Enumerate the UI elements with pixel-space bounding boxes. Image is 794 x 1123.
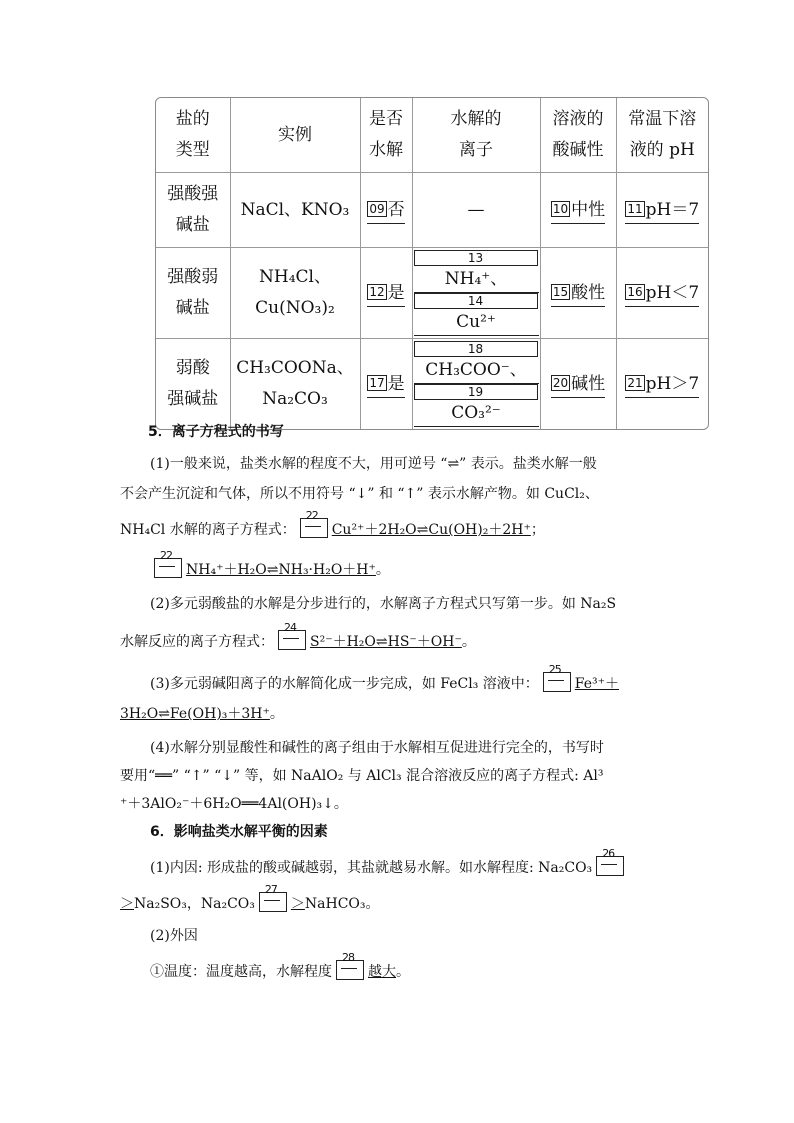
answer-equation: 3H₂O⇌Fe(OH)₃＋3H⁺: [120, 706, 270, 722]
header-ph: 常温下溶 液的 pH: [616, 98, 708, 173]
cell-ions: 18 CH₃COO⁻、 19 CO₃²⁻: [412, 339, 540, 430]
cell-ph: 16 pH＜7: [616, 248, 708, 339]
paragraph-line: 水解反应的离子方程式： 24 S²⁻＋H₂O⇌HS⁻＋OH⁻。: [120, 621, 476, 650]
cell-acidity: 15 酸性: [540, 248, 616, 339]
cell-type: 强酸弱 碱盐: [156, 248, 230, 339]
header-ions: 水解的 离子: [412, 98, 540, 173]
paragraph-line: (1)一般来说，盐类水解的程度不大，用可逆号 “⇌” 表示。盐类水解一般: [150, 456, 597, 472]
answer-number: 18: [414, 341, 538, 357]
answer-equation: S²⁻＋H₂O⇌HS⁻＋OH⁻: [310, 634, 462, 650]
answer-equation: Fe³⁺＋: [574, 676, 620, 692]
paragraph-line: ＞Na₂SO₃，Na₂CO₃ 27 ＞NaHCO₃。: [120, 883, 380, 912]
cell-hydrolyze: 17 是: [360, 339, 412, 430]
answer-equation: NH₄⁺＋H₂O⇌NH₃·H₂O＋H⁺: [186, 562, 376, 578]
answer-equation: Cu²⁺＋2H₂O⇌Cu(OH)₂＋2H⁺: [331, 522, 531, 538]
answer-box-icon: 24: [278, 628, 306, 652]
paragraph-line: 22 NH₄⁺＋H₂O⇌NH₃·H₂O＋H⁺。: [150, 556, 390, 580]
answer-number: 16: [627, 284, 643, 299]
reversible-arrow-icon: ⇌: [447, 456, 460, 472]
cell-example: CH₃COONa、 Na₂CO₃: [230, 339, 360, 430]
paragraph-line: ①温度：温度越高，水解程度 28 越大。: [150, 951, 410, 980]
cell-type: 弱酸 强碱盐: [156, 339, 230, 430]
answer-number: 14: [414, 293, 538, 309]
paragraph-line: (4)水解分别显酸性和碱性的离子组由于水解相互促进进行完全的，书写时: [150, 740, 604, 756]
cell-hydrolyze: 09 否: [360, 173, 412, 248]
answer-number: 21: [627, 375, 643, 390]
paragraph-line: NH₄Cl 水解的离子方程式： 22 Cu²⁺＋2H₂O⇌Cu(OH)₂＋2H⁺；: [120, 509, 545, 538]
table-row: [156, 248, 708, 339]
cell-acidity: 10 中性: [540, 173, 616, 248]
paragraph-line: ⁺＋3AlO₂⁻＋6H₂O══4Al(OH)₃↓。: [120, 796, 348, 812]
cell-ions: 13 NH₄⁺、 14 Cu²⁺: [412, 248, 540, 339]
answer-number: 15: [552, 284, 569, 299]
paragraph-line: (1)内因: 形成盐的酸或碱越弱，其盐就越易水解。如水解程度: Na₂CO₃ 26: [150, 854, 628, 878]
header-acidity: 溶液的 酸碱性: [540, 98, 616, 173]
table-row: [156, 339, 708, 430]
answer-number: 11: [627, 201, 643, 216]
table-row: [156, 173, 708, 248]
answer-number: 17: [369, 375, 385, 390]
table-header-row: [156, 98, 708, 173]
paragraph-line: (2)外因: [150, 928, 198, 944]
answer-number: 20: [552, 375, 569, 390]
cell-type: 强酸强 碱盐: [156, 173, 230, 248]
answer-text: 越大: [368, 964, 396, 980]
header-salt-type: 盐的 类型: [156, 98, 230, 173]
answer-box-icon: 26: [596, 854, 624, 878]
section-6-title: 6．影响盐类水解平衡的因素: [150, 824, 328, 840]
answer-number: 13: [414, 250, 538, 266]
answer-number: 12: [369, 284, 385, 299]
paragraph-line: (3)多元弱碱阳离子的水解简化成一步完成，如 FeCl₃ 溶液中： 25 Fe³⁺＋: [150, 663, 620, 692]
cell-acidity: 20 碱性: [540, 339, 616, 430]
answer-box-icon: 27: [259, 890, 287, 914]
cell-example: NH₄Cl、 Cu(NO₃)₂: [230, 248, 360, 339]
answer-box-icon: 28: [336, 958, 364, 982]
answer-box-icon: 22: [154, 556, 182, 580]
header-hydrolyze: 是否 水解: [360, 98, 412, 173]
answer-number: 19: [414, 384, 538, 400]
answer-number: 10: [552, 201, 569, 216]
cell-example: NaCl、KNO₃: [230, 173, 360, 248]
cell-ph: 21 pH＞7: [616, 339, 708, 430]
answer-box-icon: 22: [300, 516, 328, 540]
cell-hydrolyze: 12 是: [360, 248, 412, 339]
paragraph-line: 不会产生沉淀和气体，所以不用符号 “↓” 和 “↑” 表示水解产物。如 CuCl₂、: [120, 486, 599, 502]
cell-ph: 11 pH＝7: [616, 173, 708, 248]
header-example: 实例: [230, 98, 360, 173]
answer-box-icon: 25: [543, 670, 571, 694]
section-5-title: 5．离子方程式的书写: [148, 424, 284, 440]
paragraph-line: (2)多元弱酸盐的水解是分步进行的，水解离子方程式只写第一步。如 Na₂S: [150, 596, 617, 612]
salt-hydrolysis-table: [155, 97, 709, 430]
answer-number: 09: [369, 201, 385, 216]
paragraph-line: 要用“══” “↑” “↓” 等，如 NaAlO₂ 与 AlCl₃ 混合溶液反应的离子方程式: Al³: [120, 768, 604, 784]
cell-ions: —: [412, 173, 540, 248]
paragraph-line: 3H₂O⇌Fe(OH)₃＋3H⁺。: [120, 706, 284, 722]
